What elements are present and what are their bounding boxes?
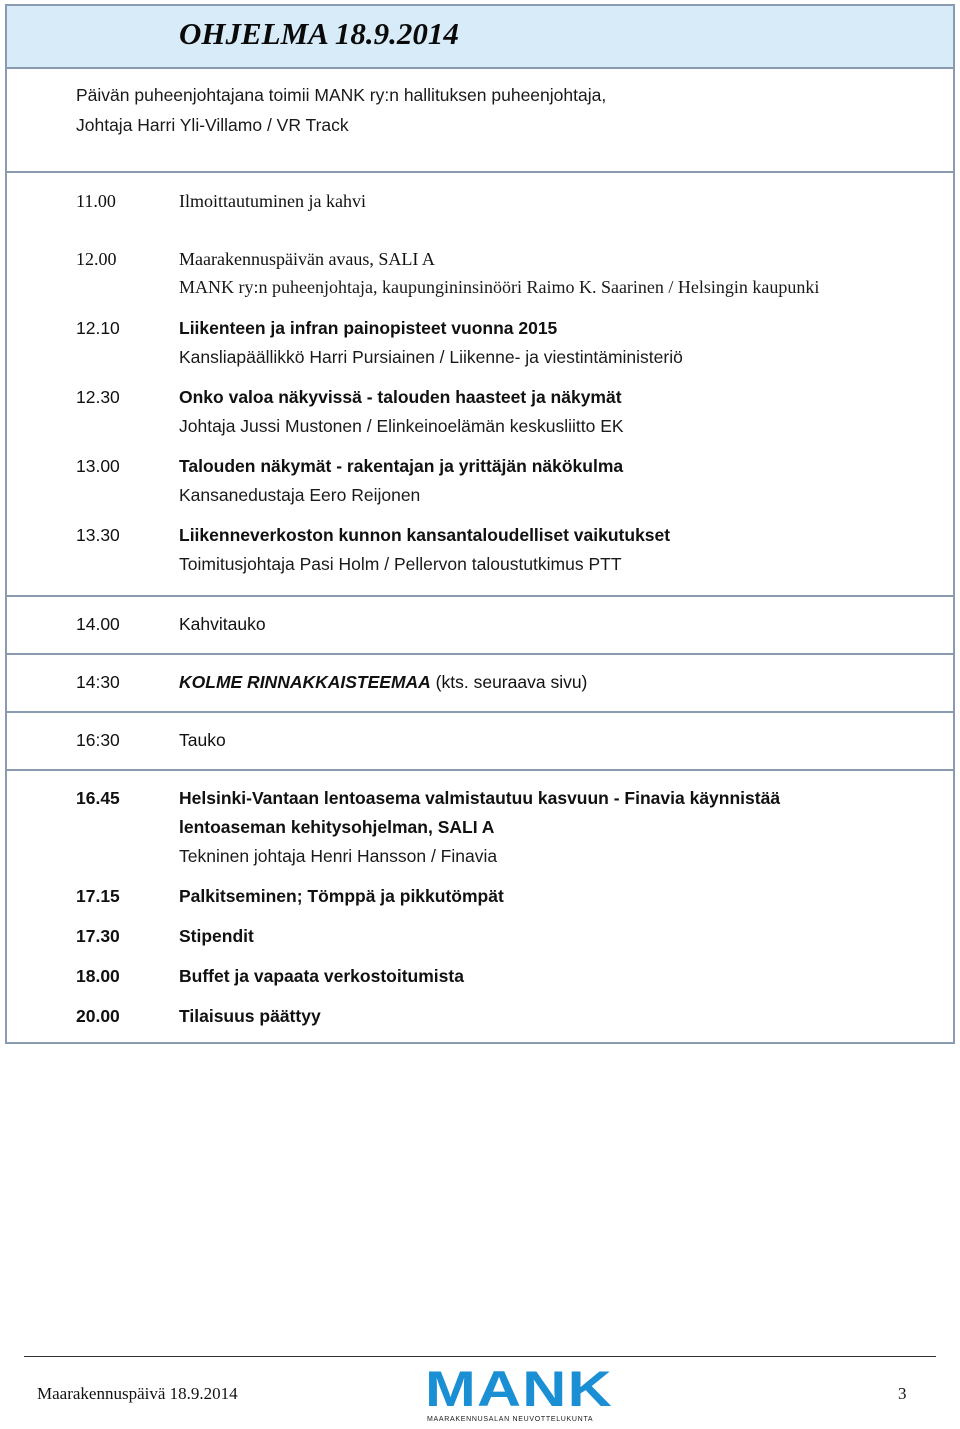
item-speaker: Kansliapäällikkö Harri Pursiainen / Liikenne- ja viestintäministeriö	[179, 347, 683, 367]
item-speaker: MANK ry:n puheenjohtaja, kaupungininsinööri Raimo K. Saarinen / Helsingin kaupunki	[179, 277, 820, 297]
item-title: Talouden näkymät - rakentajan ja yrittäjän näkökulma	[179, 456, 624, 476]
page-title: OHJELMA 18.9.2014	[179, 16, 459, 51]
item-title: Palkitseminen; Tömppä ja pikkutömpät	[179, 886, 504, 906]
item-speaker: Johtaja Jussi Mustonen / Elinkeinoelämän keskusliitto EK	[179, 416, 624, 436]
mank-logo	[421, 1361, 613, 1428]
pause-block	[7, 713, 953, 771]
item-title: Liikenneverkoston kunnon kansantaloudelliset vaikutukset	[179, 525, 671, 545]
item-time: 17.15	[76, 886, 120, 906]
item-time: 17.30	[76, 926, 120, 946]
footer-divider	[24, 1356, 936, 1357]
item-title: Tauko	[179, 730, 226, 750]
item-title: Maarakennuspäivän avaus, SALI A	[179, 249, 435, 269]
item-title-line-2: lentoaseman kehitysohjelman, SALI A	[179, 817, 495, 837]
item-time: 16:30	[76, 730, 120, 750]
item-title: Ilmoittautuminen ja kahvi	[179, 191, 366, 211]
evening-block	[7, 771, 953, 1041]
item-speaker: Toimitusjohtaja Pasi Holm / Pellervon taloustutkimus PTT	[179, 554, 622, 574]
item-time: 12.00	[76, 249, 117, 269]
item-time: 20.00	[76, 1006, 120, 1026]
parallel-themes-block	[7, 655, 953, 713]
item-title: Buffet ja vapaata verkostoitumista	[179, 966, 464, 986]
item-title: Tilaisuus päättyy	[179, 1006, 321, 1026]
coffee-break-block	[7, 597, 953, 655]
item-time: 12.10	[76, 318, 120, 338]
parallel-title: KOLME RINNAKKAISTEEMAA	[179, 672, 431, 692]
item-time: 16.45	[76, 788, 120, 808]
morning-block	[7, 173, 953, 597]
item-title: Onko valoa näkyvissä - talouden haasteet ja näkymät	[179, 387, 622, 407]
item-title: Stipendit	[179, 926, 254, 946]
program-frame	[5, 4, 955, 1044]
title-block	[7, 6, 953, 69]
logo-wordmark: MANK	[425, 1361, 613, 1417]
item-time: 14.00	[76, 614, 120, 634]
item-time: 13.30	[76, 525, 120, 545]
item-speaker: Kansanedustaja Eero Reijonen	[179, 485, 421, 505]
item-title: Helsinki-Vantaan lentoasema valmistautuu kasvuun - Finavia käynnistää	[179, 788, 781, 808]
item-time: 14:30	[76, 672, 120, 692]
item-time: 11.00	[76, 191, 116, 211]
intro-line-1: Päivän puheenjohtajana toimii MANK ry:n hallituksen puheenjohtaja,	[76, 85, 607, 105]
item-speaker: Tekninen johtaja Henri Hansson / Finavia	[179, 846, 498, 866]
item-title: Liikenteen ja infran painopisteet vuonna 2015	[179, 318, 558, 338]
item-title: Kahvitauko	[179, 614, 266, 634]
intro-block	[7, 69, 953, 173]
item-time: 18.00	[76, 966, 120, 986]
parallel-title-line	[179, 672, 587, 693]
item-time: 12.30	[76, 387, 120, 407]
footer-date: Maarakennuspäivä 18.9.2014	[37, 1384, 238, 1403]
item-time: 13.00	[76, 456, 120, 476]
intro-line-2: Johtaja Harri Yli-Villamo / VR Track	[76, 115, 349, 135]
parallel-note: (kts. seuraava sivu)	[430, 672, 588, 692]
logo-tagline: MAARAKENNUSALAN NEUVOTTELUKUNTA	[427, 1416, 594, 1423]
page-number: 3	[898, 1384, 907, 1403]
